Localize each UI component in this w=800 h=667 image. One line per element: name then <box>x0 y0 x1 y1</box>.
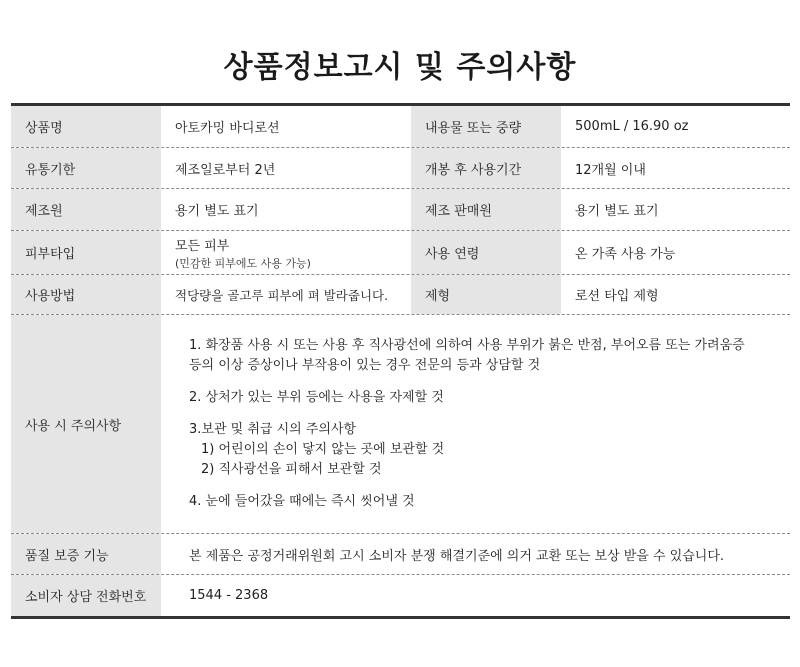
label-volume: 내용물 또는 중량 <box>411 106 561 147</box>
label-contact: 소비자 상담 전화번호 <box>11 575 161 616</box>
caution-item-4: 4. 눈에 들어갔을 때에는 즉시 씻어낼 것 <box>189 494 415 509</box>
label-period-after-opening: 개봉 후 사용기간 <box>411 148 561 188</box>
label-usage: 사용방법 <box>11 275 161 314</box>
value-usage: 적당량을 골고루 피부에 펴 발라줍니다. <box>161 275 411 314</box>
table-row <box>11 189 790 231</box>
value-expiry: 제조일로부터 2년 <box>161 148 411 188</box>
label-distributor: 제조 판매원 <box>411 189 561 230</box>
value-formulation: 로션 타입 제형 <box>561 275 790 314</box>
label-caution: 사용 시 주의사항 <box>11 315 161 533</box>
value-product-name: 아토카밍 바디로션 <box>161 106 411 147</box>
caution-item-3-sub-1: 1) 어린이의 손이 닿지 않는 곳에 보관할 것 <box>201 442 445 457</box>
value-skin-type <box>161 231 411 274</box>
label-expiry: 유통기한 <box>11 148 161 188</box>
value-manufacturer: 용기 별도 표기 <box>161 189 411 230</box>
value-age: 온 가족 사용 가능 <box>561 231 790 274</box>
label-manufacturer: 제조원 <box>11 189 161 230</box>
label-product-name: 상품명 <box>11 106 161 147</box>
table-row <box>11 231 790 275</box>
table-row <box>11 275 790 315</box>
label-formulation: 제형 <box>411 275 561 314</box>
page-title: 상품정보고시 및 주의사항 <box>223 50 577 85</box>
value-distributor: 용기 별도 표기 <box>561 189 790 230</box>
caution-content <box>161 315 790 533</box>
table-row <box>11 148 790 189</box>
value-period-after-opening: 12개월 이내 <box>561 148 790 188</box>
table-row-caution <box>11 315 790 534</box>
skin-type-note: (민감한 피부에도 사용 가능) <box>175 256 311 270</box>
caution-item-2: 2. 상처가 있는 부위 등에는 사용을 자제할 것 <box>189 390 444 405</box>
value-volume: 500mL / 16.90 oz <box>561 106 790 147</box>
caution-item-3-sub-2: 2) 직사광선을 피해서 보관할 것 <box>201 462 382 477</box>
value-contact: 1544 - 2368 <box>161 575 790 616</box>
value-quality: 본 제품은 공정거래위원회 고시 소비자 분쟁 해결기준에 의거 교환 또는 보상 받을 수 있습니다. <box>161 534 790 574</box>
caution-item-3: 3.보관 및 취급 시의 주의사항 <box>189 422 357 437</box>
table-row <box>11 534 790 575</box>
label-skin-type: 피부타입 <box>11 231 161 274</box>
table-row <box>11 575 790 616</box>
skin-type-main: 모든 피부 <box>175 238 230 254</box>
label-quality: 품질 보증 기능 <box>11 534 161 574</box>
caution-item-1-line-2: 등의 이상 증상이나 부작용이 있는 경우 전문의 등과 상담할 것 <box>189 358 541 373</box>
product-info-table <box>11 103 790 619</box>
label-age: 사용 연령 <box>411 231 561 274</box>
table-row <box>11 106 790 148</box>
caution-item-1-line-1: 1. 화장품 사용 시 또는 사용 후 직사광선에 의하여 사용 부위가 붉은 반점, 부어오름 또는 가려움증 <box>189 338 745 353</box>
